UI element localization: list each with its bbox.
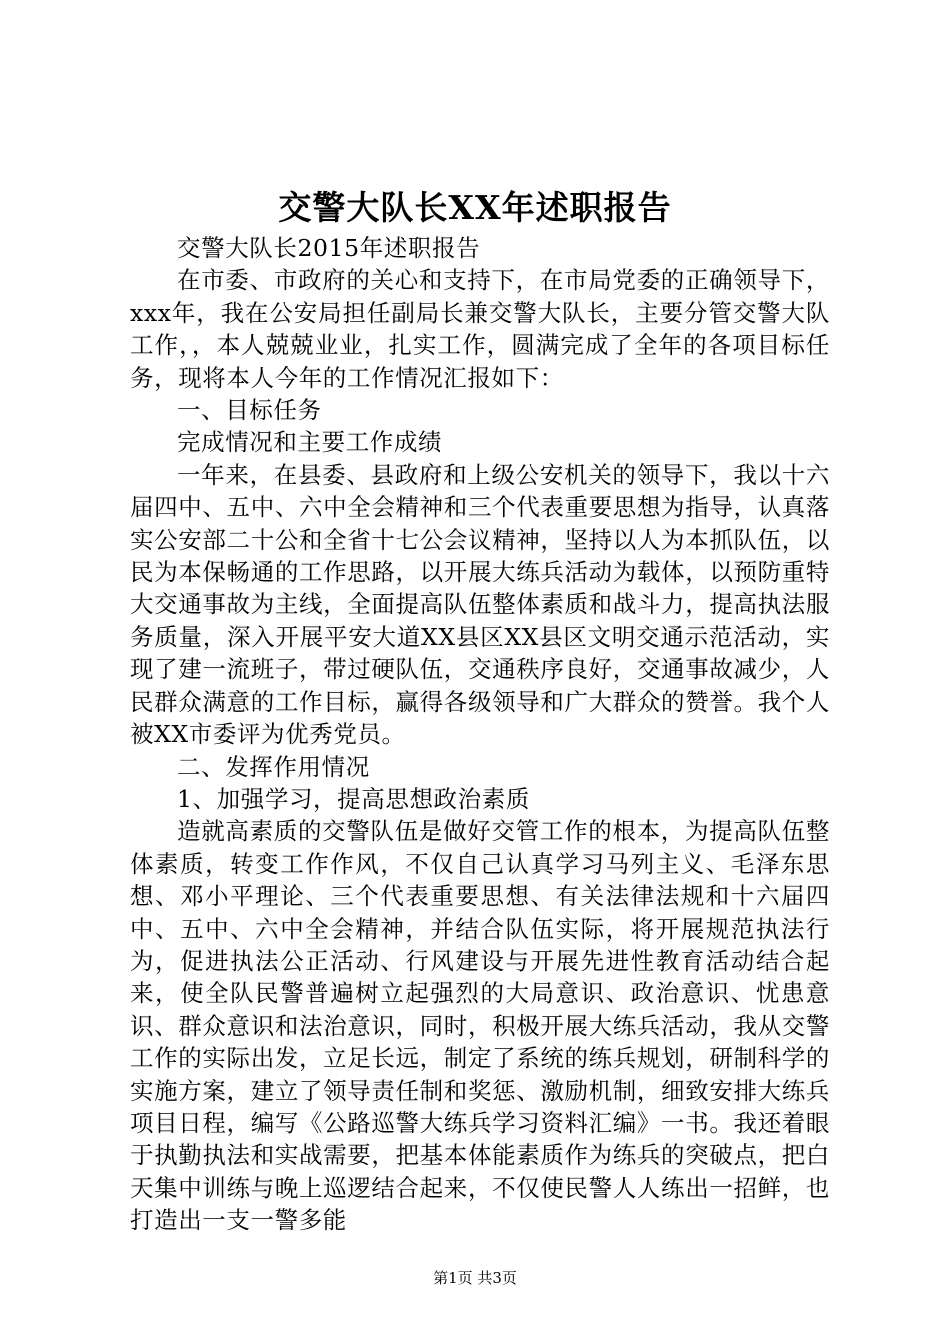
page-footer: 第1页 共3页 xyxy=(433,1269,517,1287)
section-heading: 1、加强学习，提高思想政治素质 xyxy=(177,784,530,813)
section-heading: 二、发挥作用情况 xyxy=(177,752,370,781)
section-heading: 一、目标任务 xyxy=(177,396,322,425)
subtitle-paragraph: 交警大队长2015年述职报告 xyxy=(177,234,481,262)
section-heading: 完成情况和主要工作成绩 xyxy=(177,428,443,457)
body-paragraph: 造就高素质的交警队伍是做好交管工作的根本，为提高队伍整体素质，转变工作作风，不仅自己认真学习马列主义、毛泽东思想、邓小平理论、三个代表重要思想、有关法律法规和十六届四中、五中、六中全会精神，并结合队伍实际，将开展规范执法行为，促进执法公正活动、行风建设与开展先进性教育活动结合起来，使全队民警普遍树立起强烈的大局意识、政治意识、忧患意识、群众意识和法治意识，同时，积极开展大练兵活动，我从交警工作的实际出发，立足长远，制定了系统的练兵规划，研制科学的实施方案，建立了领导责任制和奖惩、激励机制，细致安排大练兵项目日程，编写《公路巡警大练兵学习资料汇编》一书。我还着眼于执勤执法和实战需要，把基本体能素质作为练兵的突破点，把白天集中训练与晚上巡逻结合起来，不仅使民警人人练出一招鲜，也打造出一支一警多能 xyxy=(130,817,830,1235)
body-paragraph: 在市委、市政府的关心和支持下，在市局党委的正确领导下，xxx年，我在公安局担任副局长兼交警大队长，主要分管交警大队工作，，本人兢兢业业，扎实工作，圆满完成了全年的各项目标任务，现将本人今年的工作情况汇报如下： xyxy=(130,266,830,392)
body-paragraph: 一年来，在县委、县政府和上级公安机关的领导下，我以十六届四中、五中、六中全会精神和三个代表重要思想为指导，认真落实公安部二十公和全省十七公会议精神，坚持以人为本抓队伍，以民为本保畅通的工作思路，以开展大练兵活动为载体，以预防重特大交通事故为主线，全面提高队伍整体素质和战斗力，提高执法服务质量，深入开展平安大道XX县区XX县区文明交通示范活动，实现了建一流班子，带过硬队伍，交通秩序良好，交通事故减少，人民群众满意的工作目标，赢得各级领导和广大群众的赞誉。我个人被XX市委评为优秀党员。 xyxy=(130,460,830,749)
document-body xyxy=(130,232,830,1237)
document-title: 交警大队长XX年述职报告 xyxy=(278,188,672,227)
